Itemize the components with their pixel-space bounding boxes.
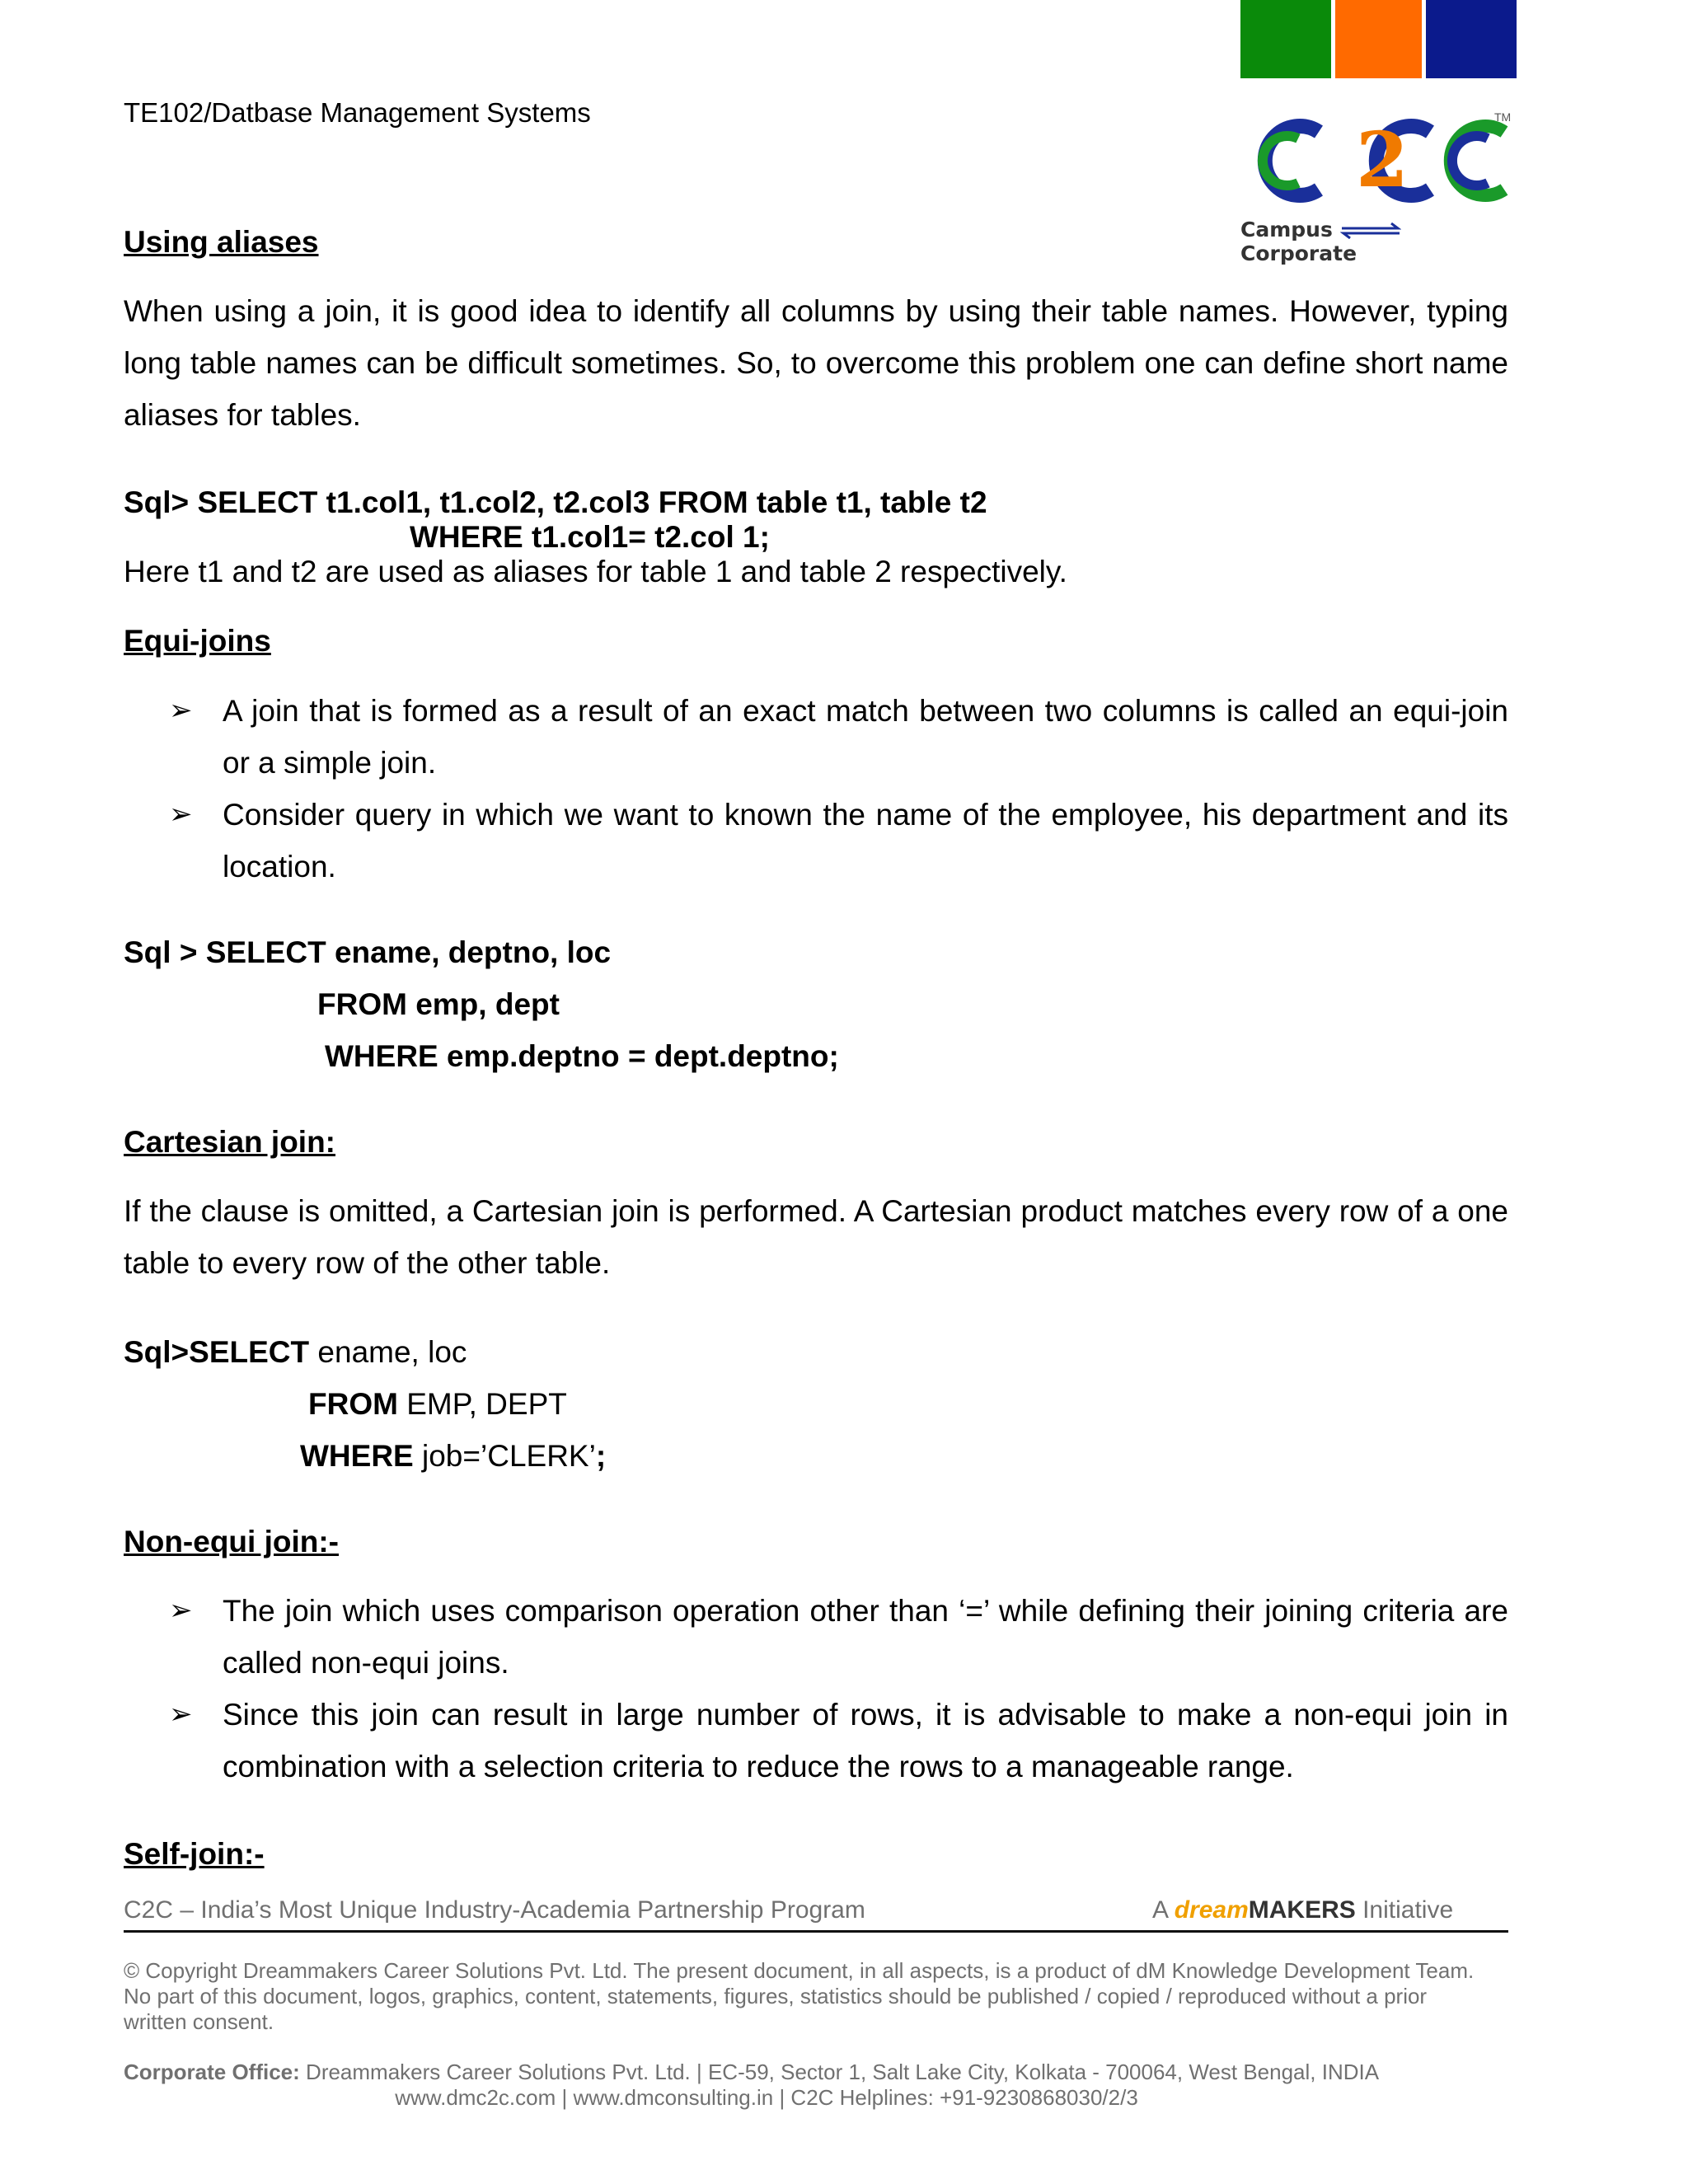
arrow-bullet-icon: ➢ [169, 1699, 193, 1730]
c2c-logo [1240, 0, 1521, 265]
heading-cartesian-join: Cartesian join: [124, 1125, 335, 1159]
tagline-campus: Campus [1240, 218, 1333, 241]
list-item: ➢ Consider query in which we want to known the name of the employee, his department and its location. [169, 789, 1508, 893]
footer-corporate-office: Corporate Office: Dreammakers Career Solutions Pvt. Ltd. | EC-59, Sector 1, Salt Lake City, Kolkata - 700064, West Bengal, INDIA [124, 2060, 1380, 2084]
footer-web-line: www.dmc2c.com | www.dmconsulting.in | C2C Helplines: +91-9230868030/2/3 [395, 2085, 1138, 2110]
footer-divider [124, 1930, 1508, 1933]
heading-equi-joins: Equi-joins [124, 624, 271, 658]
heading-non-equi-join: Non-equi join:- [124, 1525, 339, 1558]
tagline-corporate: Corporate [1240, 241, 1357, 265]
equi-bullet-list [169, 685, 1508, 893]
exchange-arrows-icon [1340, 223, 1401, 239]
cartesian-code-line-2: FROM EMP, DEPT [308, 1387, 567, 1421]
equi-code-line-3: WHERE emp.deptno = dept.deptno; [325, 1039, 839, 1073]
arrow-bullet-icon: ➢ [169, 799, 193, 830]
aliases-code-line-2: WHERE t1.col1= t2.col 1; [410, 520, 770, 554]
footer-initiative: A dreamMAKERS Initiative [1152, 1896, 1454, 1924]
course-title: TE102/Datbase Management Systems [124, 97, 591, 128]
arrow-bullet-icon: ➢ [169, 695, 193, 726]
footer-program-text: C2C – India’s Most Unique Industry-Academia Partnership Program [124, 1896, 865, 1924]
orange-square [1335, 0, 1422, 78]
green-square [1240, 0, 1331, 78]
cartesian-code-line-3: WHERE job=’CLERK’; [300, 1439, 607, 1473]
equi-code-line-2: FROM emp, dept [317, 987, 560, 1021]
cartesian-paragraph: If the clause is omitted, a Cartesian join is performed. A Cartesian product matches every row of a one table to every row of the other table. [124, 1194, 1508, 1280]
logo-tagline [1240, 218, 1517, 265]
heading-using-aliases: Using aliases [124, 225, 319, 259]
arrow-bullet-icon: ➢ [169, 1595, 193, 1626]
logo-number: 2 [1356, 115, 1409, 204]
logo-emblem [1240, 110, 1517, 206]
makers-word: MAKERS [1248, 1896, 1356, 1924]
list-item: ➢ A join that is formed as a result of an exact match between two columns is called an equi-join or a simple join. [169, 685, 1508, 789]
blue-square [1426, 0, 1517, 78]
heading-self-join: Self-join:- [124, 1837, 265, 1871]
cartesian-code-line-1: Sql>SELECT ename, loc [124, 1335, 467, 1369]
aliases-paragraph: When using a join, it is good idea to identify all columns by using their table names. However, typing long table names can be difficult sometimes. So, to overcome this problem one can define short name aliases for tables. [124, 294, 1508, 432]
dream-word: dream [1174, 1896, 1249, 1924]
logo-tm: TM [1494, 110, 1512, 124]
list-item: ➢ The join which uses comparison operation other than ‘=’ while defining their joining criteria are called non-equi joins. [169, 1585, 1508, 1689]
equi-code-line-1: Sql > SELECT ename, deptno, loc [124, 935, 612, 969]
footer-copyright: © Copyright Dreammakers Career Solutions Pvt. Ltd. The present document, in all aspects, is a product of dM Knowledge Development Team. No part of this document, logos, graphics, content, statements, figures, statistics should be published / copied / reproduced without a prior written consent. [124, 1958, 1475, 2034]
aliases-code-line-1: Sql> SELECT t1.col1, t1.col2, t2.col3 FROM table t1, table t2 [124, 485, 987, 519]
nonequi-bullet-list [169, 1585, 1508, 1793]
aliases-note: Here t1 and t2 are used as aliases for table 1 and table 2 respectively. [124, 555, 1067, 588]
list-item: ➢ Since this join can result in large number of rows, it is advisable to make a non-equi join in combination with a selection criteria to reduce the rows to a manageable range. [169, 1689, 1508, 1793]
